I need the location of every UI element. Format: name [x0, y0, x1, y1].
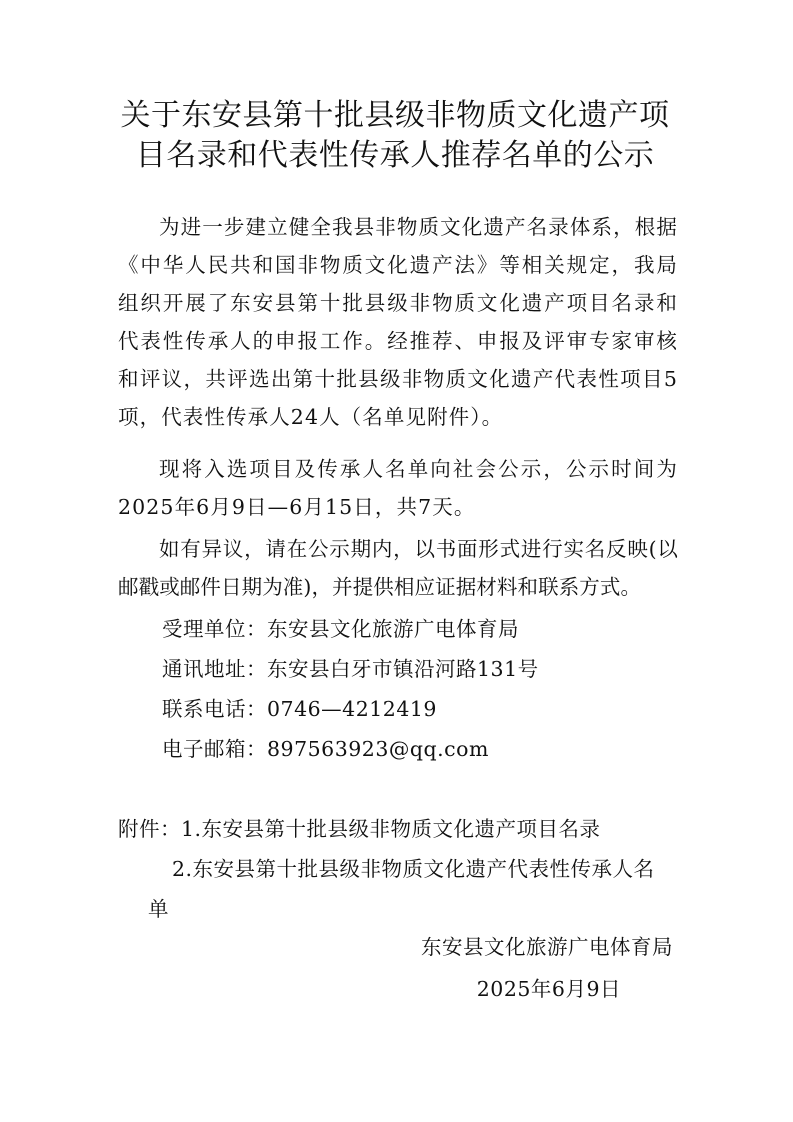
body-paragraph-objection: 如有异议，请在公示期内，以书面形式进行实名反映(以邮戳或邮件日期为准)，并提供相应证据材料和联系方式。: [118, 537, 678, 599]
attachment-item-2-continued: 单: [148, 897, 169, 921]
title-line-2: 目名录和代表性传承人推荐名单的公示: [135, 138, 655, 173]
contact-phone: 联系电话：0746—4212419: [162, 697, 437, 721]
contact-email: 电子邮箱：897563923@qq.com: [162, 737, 489, 761]
title-line-1: 关于东安县第十批县级非物质文化遗产项: [120, 98, 670, 133]
body-paragraph-intro: 为进一步建立健全我县非物质文化遗产名录体系，根据《中华人民共和国非物质文化遗产法》等相关规定，我局组织开展了东安县第十批县级非物质文化遗产项目名录和代表性传承人的申报工作。经推荐、申报及评审专家审核和评议，共评选出第十批县级非物质文化遗产代表性项目5项，代表性传承人24人（名单见附件）。: [118, 215, 678, 429]
body-paragraph-publicity-period: 现将入选项目及传承人名单向社会公示，公示时间为2025年6月9日—6月15日，共7天。: [118, 457, 678, 519]
attachment-item-1: 附件：1.东安县第十批县级非物质文化遗产项目名录: [118, 817, 601, 841]
contact-unit: 受理单位：东安县文化旅游广电体育局: [162, 617, 519, 641]
signature-date: 2025年6月9日: [476, 977, 621, 1001]
attachment-item-2: 2.东安县第十批县级非物质文化遗产代表性传承人名: [172, 857, 655, 881]
contact-address: 通讯地址：东安县白牙市镇沿河路131号: [162, 657, 539, 681]
document-title: [100, 96, 690, 176]
signature-issuer: 东安县文化旅游广电体育局: [421, 935, 673, 959]
